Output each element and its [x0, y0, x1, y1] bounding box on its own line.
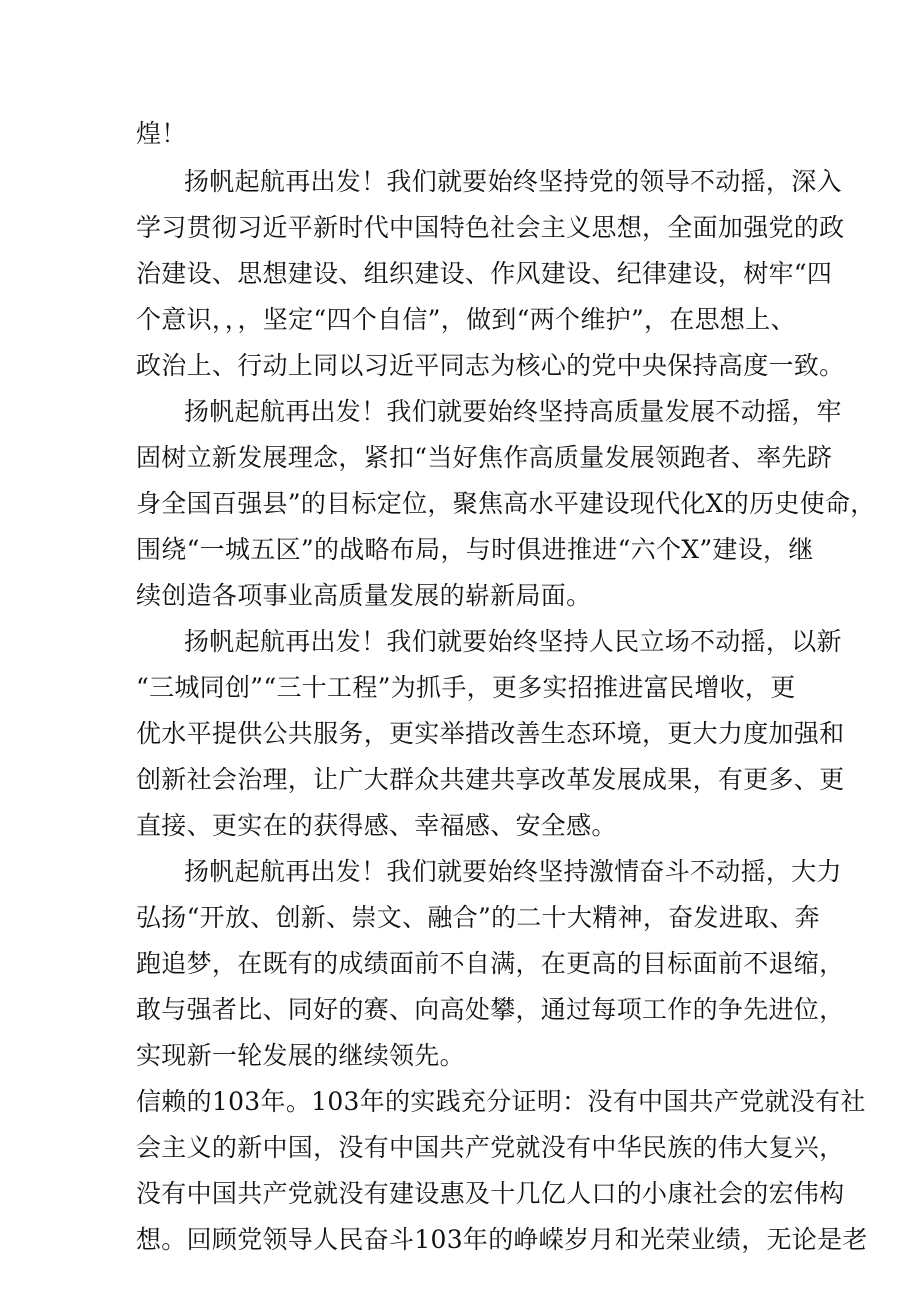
text-line: “三城同创”“三十工程”为抓手，更多实招推进富民增收，更: [136, 673, 796, 702]
text-line: 弘扬“开放、创新、崇文、融合”的二十大精神，奋发进取、奔: [136, 903, 820, 932]
text-line: 跑追梦，在既有的成绩面前不自满，在更高的目标面前不退缩，: [136, 949, 845, 978]
paragraph-first-line: 扬帆起航再出发！我们就要始终坚持激情奋斗不动摇，大力: [184, 857, 842, 886]
text-line: 政治上、行动上同以习近平同志为核心的党中央保持高度一致。: [136, 351, 845, 380]
text-line: 围绕“一城五区”的战略布局，与时俱进推进“六个X”建设，继: [136, 535, 814, 564]
text-line: 煌！: [136, 119, 187, 148]
text-line: 想。回顾党领导人民奋斗103年的峥嵘岁月和光荣业绩，无论是老: [136, 1225, 868, 1254]
paragraph-first-line: 扬帆起航再出发！我们就要始终坚持人民立场不动摇，以新: [184, 627, 842, 656]
text-line: 实现新一轮发展的继续领先。: [136, 1041, 465, 1070]
text-line: 敢与强者比、同好的赛、向高处攀，通过每项工作的争先进位，: [136, 995, 845, 1024]
text-line: 信赖的103年。103年的实践充分证明：没有中国共产党就没有社: [136, 1087, 866, 1116]
text-line: 治建设、思想建设、组织建设、作风建设、纪律建设，树牢“四: [136, 259, 833, 288]
text-line: 续创造各项事业高质量发展的崭新局面。: [136, 581, 592, 610]
paragraph-first-line: 扬帆起航再出发！我们就要始终坚持党的领导不动摇，深入: [184, 167, 842, 196]
text-line: 学习贯彻习近平新时代中国特色社会主义思想，全面加强党的政: [136, 213, 845, 242]
text-line: 会主义的新中国，没有中国共产党就没有中华民族的伟大复兴，: [136, 1133, 845, 1162]
text-line: 直接、更实在的获得感、幸福感、安全感。: [136, 811, 617, 840]
text-line: 创新社会治理，让广大群众共建共享改革发展成果，有更多、更: [136, 765, 845, 794]
text-line: 身全国百强县”的目标定位，聚焦高水平建设现代化X的历史使命，: [136, 489, 876, 518]
text-line: 优水平提供公共服务，更实举措改善生态环境，更大力度加强和: [136, 719, 845, 748]
text-line: 个意识，，，坚定“四个自信”，做到“两个维护”，在思想上、: [136, 305, 796, 334]
text-line: 固树立新发展理念，紧扣“当好焦作高质量发展领跑者、率先跻: [136, 443, 833, 472]
paragraph-first-line: 扬帆起航再出发！我们就要始终坚持高质量发展不动摇，牢: [184, 397, 842, 426]
text-line: 没有中国共产党就没有建设惠及十几亿人口的小康社会的宏伟构: [136, 1179, 845, 1208]
